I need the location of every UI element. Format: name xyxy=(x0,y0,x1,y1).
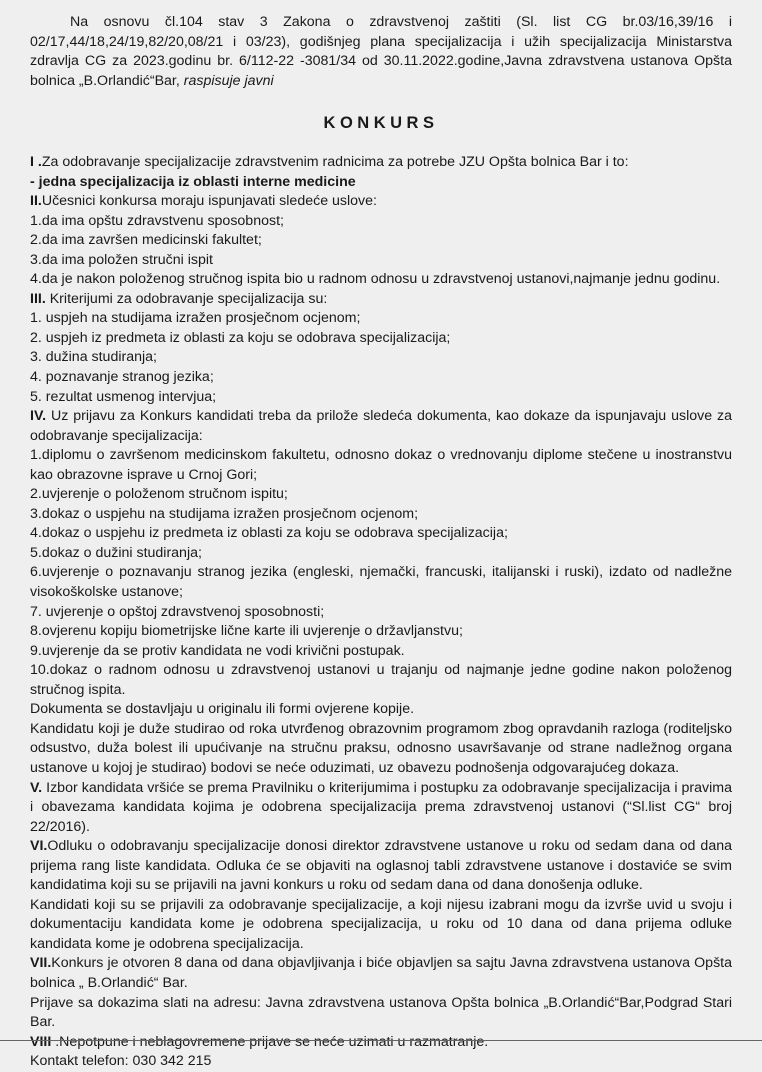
section-6-paragraph-2: Kandidati koji su se prijavili za odobravanje specijalizacije, a koji nijesu izabrani mogu da izvrše uvid u svoju i dokumentaciju kandidata kome je odobrena specijalizacija, u roku od 10 dana od dana prijema odluke kandidata kome je odobrena specijalizacija. xyxy=(30,896,732,952)
list-item: 1.diplomu o završenom medicinskom fakultetu, odnosno dokaz o vrednovanju diplome stečene u inostranstvu kao obrazovne isprave u Crnoj Gori; xyxy=(30,447,732,483)
intro-body: Na osnovu čl.104 stav 3 Zakona o zdravstvenoj zaštiti (Sl. list CG br.03/16,39/16 i 02/17,44/18,24/19,82/20,08/21 i 03/23), godišnjeg plana specijalizacija i užih specijalizacija Ministarstva zdravlja CG za 2023.godinu br. 6/112-22 -3081/34 od 30.11.2022.godine,Javna zdravstvena ustanova Opšta bolnica „B.Orlandić“Bar, xyxy=(30,14,732,89)
list-item: 3. dužina studiranja; xyxy=(30,349,157,366)
section-text: Kriterijumi za odobravanje specijalizacija su: xyxy=(45,290,328,307)
list-item: 2.da ima završen medicinski fakultet; xyxy=(30,232,262,249)
intro-italic: raspisuje javni xyxy=(183,72,274,89)
section-number: VII. xyxy=(30,955,52,972)
list-item: 4. poznavanje stranog jezika; xyxy=(30,369,214,386)
section-text: Konkurs je otvoren 8 dana od dana objavljivanja i biće objavljen sa sajtu Javna zdravstvena ustanova Opšta bolnica „ B.Orlandić“ Bar. xyxy=(30,955,732,991)
document-body xyxy=(30,153,732,1072)
section-6-paragraph xyxy=(30,837,732,896)
list-item: 7. uvjerenje o opštoj zdravstvenoj sposobnosti; xyxy=(30,603,325,620)
list-item: 4.da je nakon položenog stručnog ispita bio u radnom odnosu u zdravstvenoj ustanovi,najmanje jednu godinu. xyxy=(30,271,721,288)
list-item: 4.dokaz o uspjehu iz predmeta iz oblasti za koju se odobrava specijalizacija; xyxy=(30,525,508,542)
list-item: 9.uvjerenje da se protiv kandidata ne vodi krivični postupak. xyxy=(30,642,405,659)
study-duration-note: Kandidatu koji je duže studirao od roka utvrđenog obrazovnim programom zbog opravdanih razloga (roditeljsko odsustvo, duža bolest ili upućivanje na stručnu praksu, odnosno usavršavanje od strane nadležnog organa ustanove u kojoj je studirao) bodovi se neće oduzimati, uz obavezu podnošenja odgovarajućeg dokaza. xyxy=(30,720,732,776)
section-number: VIII xyxy=(30,1033,52,1050)
bottom-rule xyxy=(0,1040,762,1041)
address-paragraph: Prijave sa dokazima slati na adresu: Javna zdravstvena ustanova Opšta bolnica „B.Orlandić“Bar,Podgrad Stari Bar. xyxy=(30,994,732,1031)
section-4-heading xyxy=(30,407,732,446)
section-text: Za odobravanje specijalizacije zdravstvenim radnicima za potrebe JZU Opšta bolnica Bar i to: xyxy=(41,154,629,170)
section-1-bold-line xyxy=(30,173,732,193)
section-1-heading xyxy=(30,153,732,173)
section-text: Učesnici konkursa moraju ispunjavati sledeće uslove: xyxy=(41,193,377,210)
contact-phone: Kontakt telefon: 030 342 215 xyxy=(30,1053,212,1070)
list-item: 10.dokaz o radnom odnosu u zdravstvenoj ustanovi u trajanju od najmanje jedne godine nakon položenog stručnog ispita. xyxy=(30,662,732,698)
section-number: III. xyxy=(30,290,46,307)
section-number: V. xyxy=(30,779,43,796)
section-number: VI. xyxy=(30,838,48,855)
list-item: 6.uvjerenje o poznavanju stranog jezika (engleski, njemački, francuski, italijanski i ruski), izdato od nadležne visokoškolske ustanove; xyxy=(30,564,732,601)
documents-note: Dokumenta se dostavljaju u originalu ili formi ovjerene kopije. xyxy=(30,701,415,718)
list-item: 3.da ima položen stručni ispit xyxy=(30,251,213,268)
list-item: 1. uspjeh na studijama izražen prosječnom ocjenom; xyxy=(30,310,361,327)
section-2-heading xyxy=(30,192,732,212)
section-3-heading xyxy=(30,290,732,310)
intro-text xyxy=(30,13,732,91)
list-item: 5. rezultat usmenog intervjua; xyxy=(30,388,217,405)
specialization-line: - jedna specijalizacija iz oblasti interne medicine xyxy=(30,173,356,190)
section-8-line xyxy=(30,1033,732,1053)
intro-paragraph xyxy=(30,13,732,91)
list-item: 2.uvjerenje o položenom stručnom ispitu; xyxy=(30,486,288,503)
list-item: 5.dokaz o dužini studiranja; xyxy=(30,544,202,561)
section-text: Uz prijavu za Konkurs kandidati treba da prilože sledeća dokumenta, kao dokaze da ispunjavaju uslove za odobravanje specijalizacija: xyxy=(30,408,732,444)
section-5-paragraph xyxy=(30,779,732,838)
list-item: 2. uspjeh iz predmeta iz oblasti za koju se odobrava specijalizacija; xyxy=(30,329,451,346)
section-text: Odluku o odobravanju specijalizacije donosi direktor zdravstvene ustanove u roku od sedam dana od dana prijema rang liste kandidata. Odluka će se objaviti na oglasnoj tabli zdravstvene ustanove i dostaviće se svim kandidatima koji su se prijavili na javni konkurs u roku od sedam dana od dana donošenja odluke. xyxy=(30,838,732,894)
section-text: Izbor kandidata vršiće se prema Pravilniku o kriterijumima i postupku za odobravanje specijalizacija i pravima i obavezama kandidata kojima je odobrena specijalizacija prema zdravstvenoj ustanovi (“Sl.list CG“ broj 22/2016). xyxy=(30,779,732,835)
section-number: II. xyxy=(30,193,42,210)
document-title: KONKURS xyxy=(323,114,439,132)
list-item: 8.ovjerenu kopiju biometrijske lične karte ili uvjerenje o državljanstvu; xyxy=(30,623,463,640)
list-item: 3.dokaz o uspjehu na studijama izražen prosječnom ocjenom; xyxy=(30,505,419,522)
section-7-paragraph xyxy=(30,954,732,993)
section-number: I . xyxy=(30,154,42,170)
list-item: 1.da ima opštu zdravstvenu sposobnost; xyxy=(30,212,284,229)
section-number: IV. xyxy=(30,408,47,425)
section-text: .Nepotpune i neblagovremene prijave se neće uzimati u razmatranje. xyxy=(51,1033,489,1050)
